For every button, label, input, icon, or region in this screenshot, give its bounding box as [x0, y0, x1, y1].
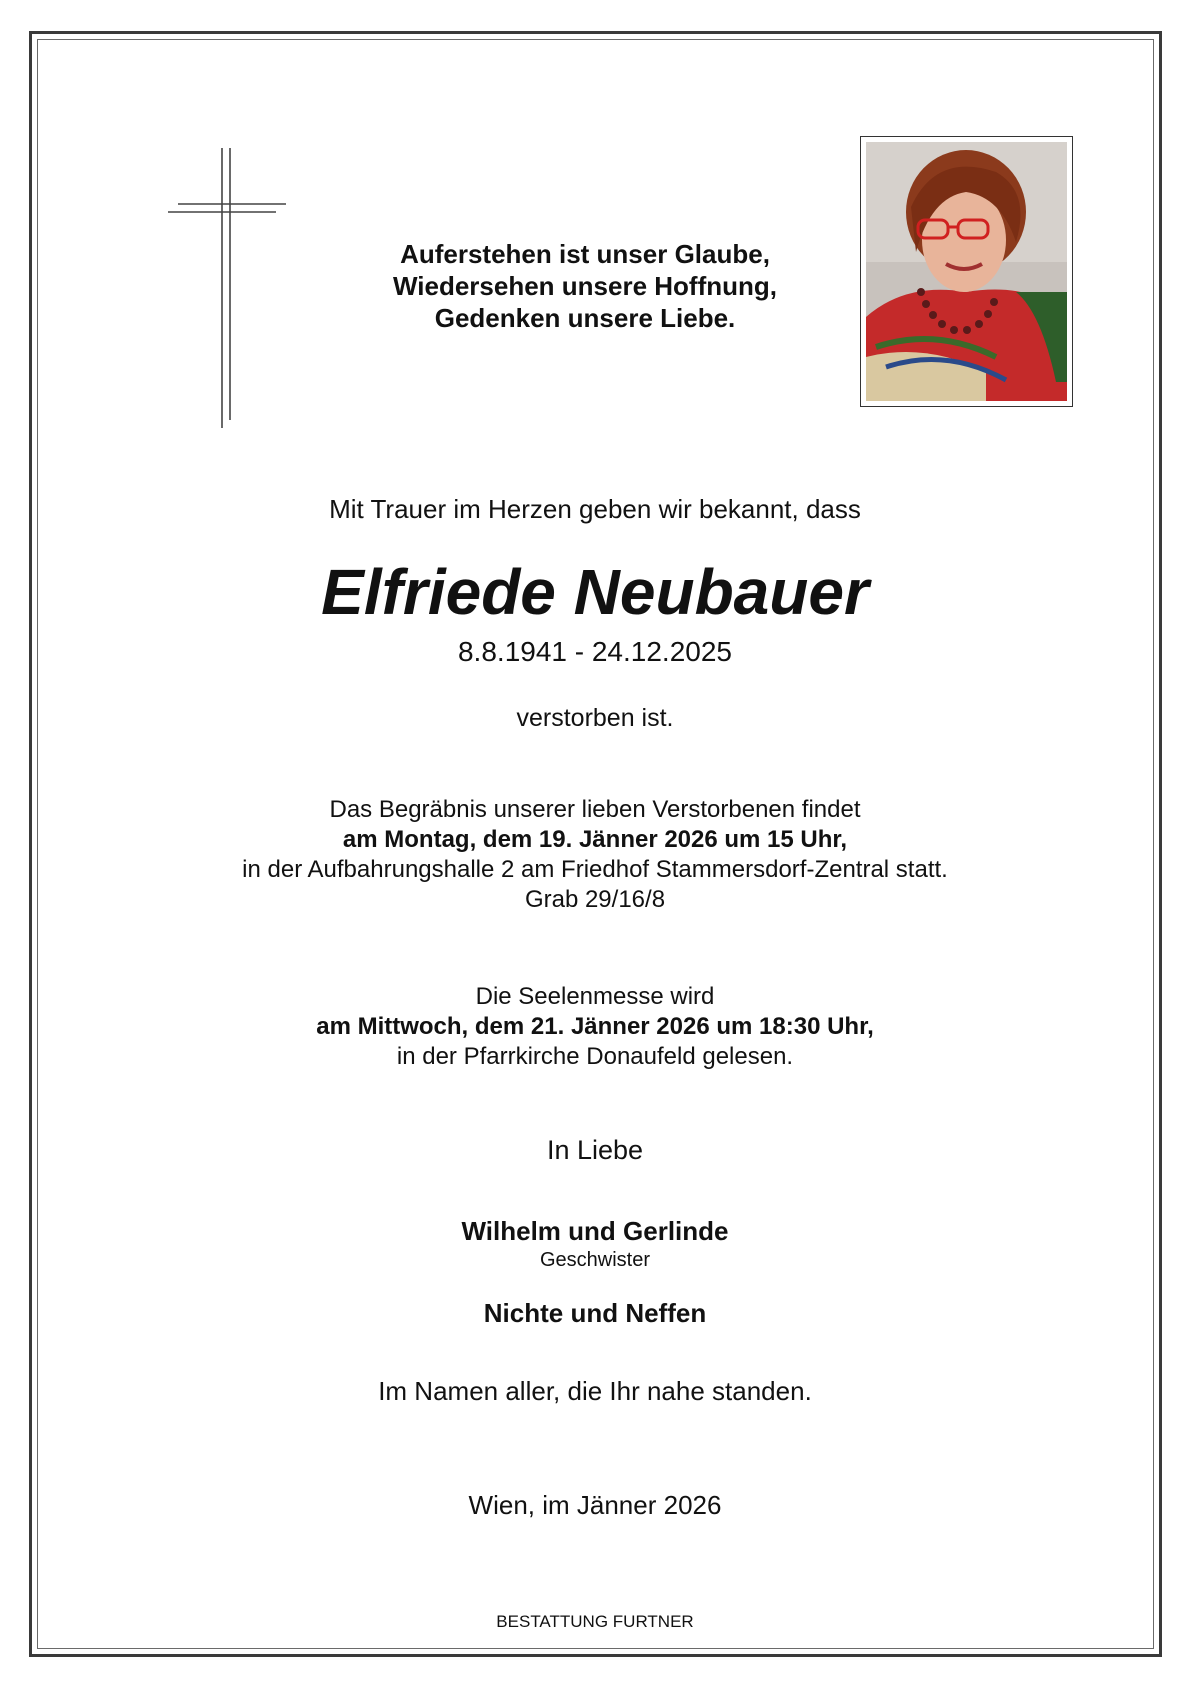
life-dates: 8.8.1941 - 24.12.2025 — [457, 636, 732, 667]
siblings-names: Wilhelm und Gerlinde — [461, 1216, 729, 1246]
funeral-date: am Montag, dem 19. Jänner 2026 um 15 Uhr, — [342, 826, 848, 853]
place-date: Wien, im Jänner 2026 — [468, 1490, 722, 1520]
funeral-location: in der Aufbahrungshalle 2 am Friedhof Stammersdorf-Zentral statt. — [242, 856, 948, 883]
died-text: verstorben ist. — [516, 704, 674, 732]
portrait-photo — [860, 136, 1073, 407]
deceased-name: Elfriede Neubauer — [321, 556, 869, 628]
intro-text: Mit Trauer im Herzen geben wir bekannt, dass — [329, 494, 861, 524]
portrait-image — [866, 142, 1067, 401]
in-love-text: In Liebe — [546, 1135, 644, 1165]
funeral-info — [60, 795, 1130, 915]
cross-icon — [168, 148, 286, 428]
verse — [330, 238, 840, 334]
nieces-nephews: Nichte und Neffen — [483, 1298, 707, 1328]
undertaker-name: BESTATTUNG FURTNER — [496, 1612, 694, 1631]
closing-text: Im Namen aller, die Ihr nahe standen. — [378, 1376, 812, 1406]
verse-line-3: Gedenken unsere Liebe. — [434, 303, 736, 333]
verse-line-2: Wiedersehen unsere Hoffnung, — [392, 271, 778, 301]
mass-info — [60, 982, 1130, 1072]
funeral-line-1: Das Begräbnis unserer lieben Verstorbenen findet — [329, 796, 861, 823]
mass-location: in der Pfarrkirche Donaufeld gelesen. — [396, 1043, 794, 1070]
mass-line-1: Die Seelenmesse wird — [475, 983, 715, 1010]
mass-date: am Mittwoch, dem 21. Jänner 2026 um 18:30 Uhr, — [316, 1013, 874, 1040]
verse-line-1: Auferstehen ist unser Glaube, — [400, 239, 770, 269]
siblings-relation: Geschwister — [539, 1249, 651, 1271]
grave-number: Grab 29/16/8 — [524, 886, 666, 913]
